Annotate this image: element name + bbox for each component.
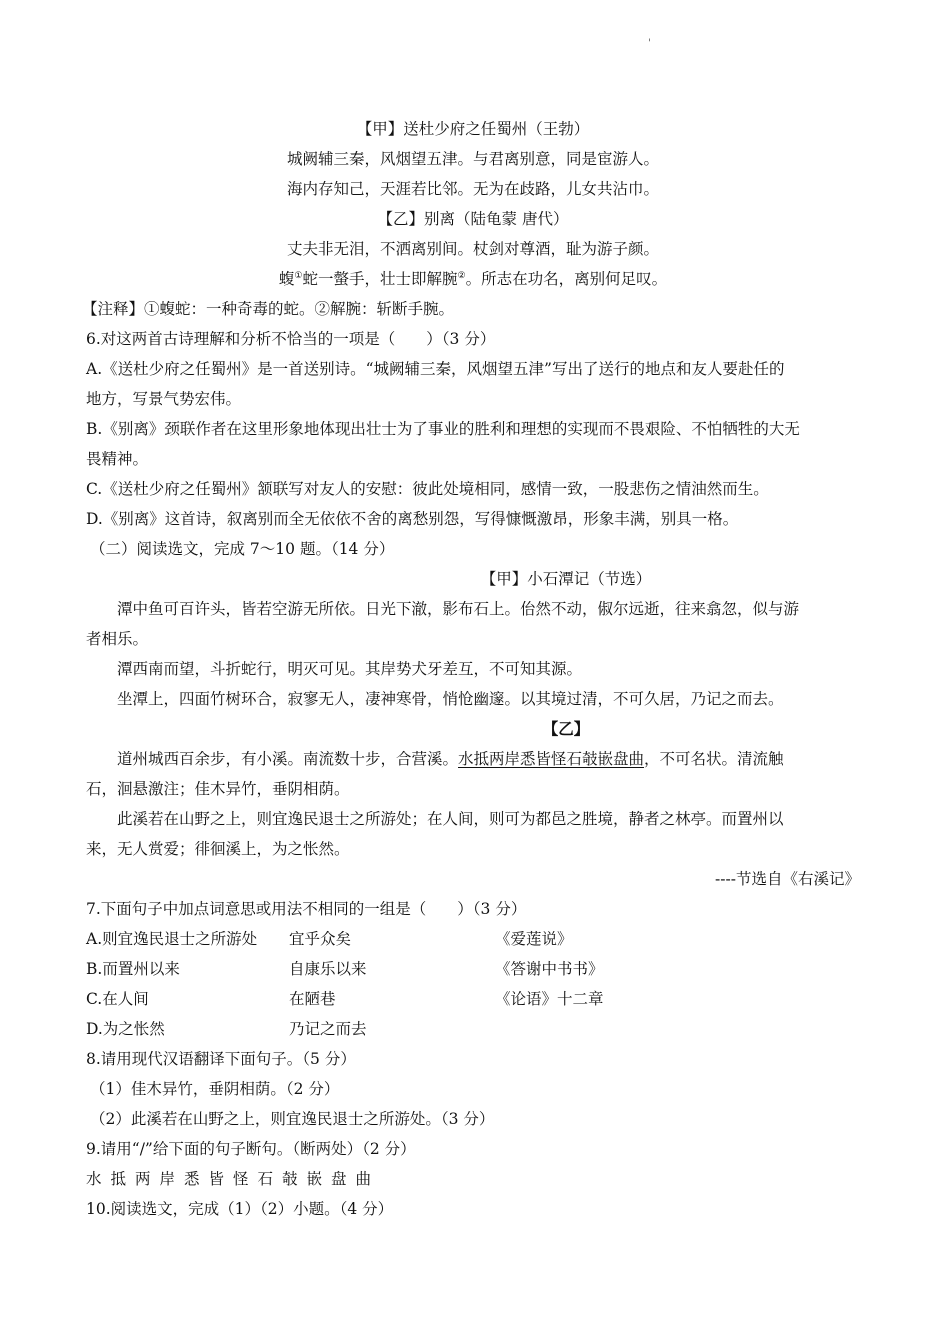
q7-cell: 《爱莲说》 xyxy=(495,930,573,948)
q10-stem: 10.阅读选文，完成（1）（2）小题。（4 分） xyxy=(86,1200,394,1218)
q6-option-a: A.《送杜少府之任蜀州》是一首送别诗。“城阙辅三秦，风烟望五津”写出了送行的地点和友人要赴任的 xyxy=(86,360,785,378)
q7-cell: C.在人间 xyxy=(86,990,149,1008)
footnote-mark: ② xyxy=(457,271,466,281)
poem-b-text: 蝮 xyxy=(278,270,295,288)
q7-cell: A.则宜逸民退士之所游处 xyxy=(86,930,258,948)
poem-b-line: 丈夫非无泪，不洒离别间。杖剑对尊酒，耻为游子颜。 xyxy=(286,240,659,258)
q7-row xyxy=(86,924,860,954)
text-b-text: ，不可名状。清流触 xyxy=(644,750,784,768)
text-b-text: 道州城西百余步，有小溪。南流数十步，合营溪。 xyxy=(117,750,459,768)
q8-stem: 8.请用现代汉语翻译下面句子。（5 分） xyxy=(86,1050,356,1068)
q7-cell: 《论语》十二章 xyxy=(495,990,604,1008)
q6-option-c: C.《送杜少府之任蜀州》颔联写对友人的安慰：彼此处境相同，感情一致，一股悲伤之情油然而生。 xyxy=(86,480,769,498)
exam-page xyxy=(82,114,860,1224)
section-2-heading: （二）阅读选文，完成 7～10 题。（14 分） xyxy=(90,540,395,558)
q8-sentence-1: （1）佳木异竹，垂阴相荫。（2 分） xyxy=(90,1080,340,1098)
q7-stem: 7.下面句子中加点词意思或用法不相同的一组是（ ）（3 分） xyxy=(86,900,527,918)
text-b-paragraph-cont: 石，洄悬激注；佳木异竹，垂阴相荫。 xyxy=(86,780,350,798)
poem-notes: 【注释】①蝮蛇：一种奇毒的蛇。②解腕：斩断手腕。 xyxy=(82,300,455,318)
q8-sentence-2: （2）此溪若在山野之上，则宜逸民退士之所游处。（3 分） xyxy=(90,1110,495,1128)
poem-a-line: 海内存知己，天涯若比邻。无为在歧路，儿女共沾巾。 xyxy=(286,180,659,198)
q6-option-b-cont: 畏精神。 xyxy=(86,450,149,468)
q7-cell: 自康乐以来 xyxy=(289,960,367,978)
poem-a-title: 【甲】送杜少府之任蜀州（王勃） xyxy=(356,120,590,138)
underlined-sentence: 水抵两岸悉皆怪石攲嵌盘曲 xyxy=(458,750,645,768)
q6-option-d: D.《别离》这首诗，叙离别而全无依依不舍的离愁别怨，写得慷慨激昂，形象丰满，别具一格。 xyxy=(86,510,739,528)
text-a-paragraph: 坐潭上，四面竹树环合，寂寥无人，凄神寒骨，悄怆幽邃。以其境过清，不可久居，乃记之而去。 xyxy=(117,690,784,708)
q7-cell: 宜乎众矣 xyxy=(289,930,352,948)
q7-row xyxy=(86,984,860,1014)
text-a-title: 【甲】小石潭记（节选） xyxy=(480,570,652,588)
q6-stem: 6.对这两首古诗理解和分析不恰当的一项是（ ）（3 分） xyxy=(86,330,496,348)
q7-cell: 《答谢中书书》 xyxy=(495,960,604,978)
header-mark: ' xyxy=(648,38,651,49)
poem-b-title: 【乙】别离（陆龟蒙 唐代） xyxy=(377,210,569,228)
q6-option-b: B.《别离》颈联作者在这里形象地体现出壮士为了事业的胜利和理想的实现而不畏艰险、不怕牺牲的大无 xyxy=(86,420,800,438)
text-b-paragraph xyxy=(86,744,860,774)
q9-stem: 9.请用“/”给下面的句子断句。（断两处）（2 分） xyxy=(86,1140,416,1158)
q7-cell: B.而置州以来 xyxy=(86,960,180,978)
text-b-paragraph-cont: 来，无人赏爱；徘徊溪上，为之怅然。 xyxy=(86,840,350,858)
q7-cell: 在陋巷 xyxy=(289,990,336,1008)
q7-row xyxy=(86,1014,860,1044)
poem-b-text: 。所志在功名，离别何足叹。 xyxy=(465,270,668,288)
text-a-paragraph-cont: 者相乐。 xyxy=(86,630,149,648)
q7-row xyxy=(86,954,860,984)
poem-a-line: 城阙辅三秦，风烟望五津。与君离别意，同是宦游人。 xyxy=(286,150,659,168)
text-a-paragraph: 潭西南而望，斗折蛇行，明灭可见。其岸势犬牙差互，不可知其源。 xyxy=(117,660,583,678)
text-a-paragraph: 潭中鱼可百许头，皆若空游无所依。日光下澈，影布石上。佁然不动，俶尔远逝，往来翕忽，似与游 xyxy=(117,600,800,618)
q9-sentence: 水抵两岸悉皆怪石攲嵌盘曲 xyxy=(86,1170,381,1188)
footnote-mark: ① xyxy=(294,271,303,281)
text-b-source: ----节选自《右溪记》 xyxy=(715,870,860,888)
q7-cell: 乃记之而去 xyxy=(289,1020,367,1038)
text-b-paragraph: 此溪若在山野之上，则宜逸民退士之所游处；在人间，则可为都邑之胜境，静者之林亭。而置州以 xyxy=(117,810,784,828)
poem-b-line xyxy=(86,264,860,294)
poem-b-text: 蛇一螫手，壮士即解腕 xyxy=(302,270,458,288)
q7-cell: D.为之怅然 xyxy=(86,1020,165,1038)
text-b-title: 【乙】 xyxy=(542,719,590,738)
q6-option-a-cont: 地方，写景气势宏伟。 xyxy=(86,390,242,408)
